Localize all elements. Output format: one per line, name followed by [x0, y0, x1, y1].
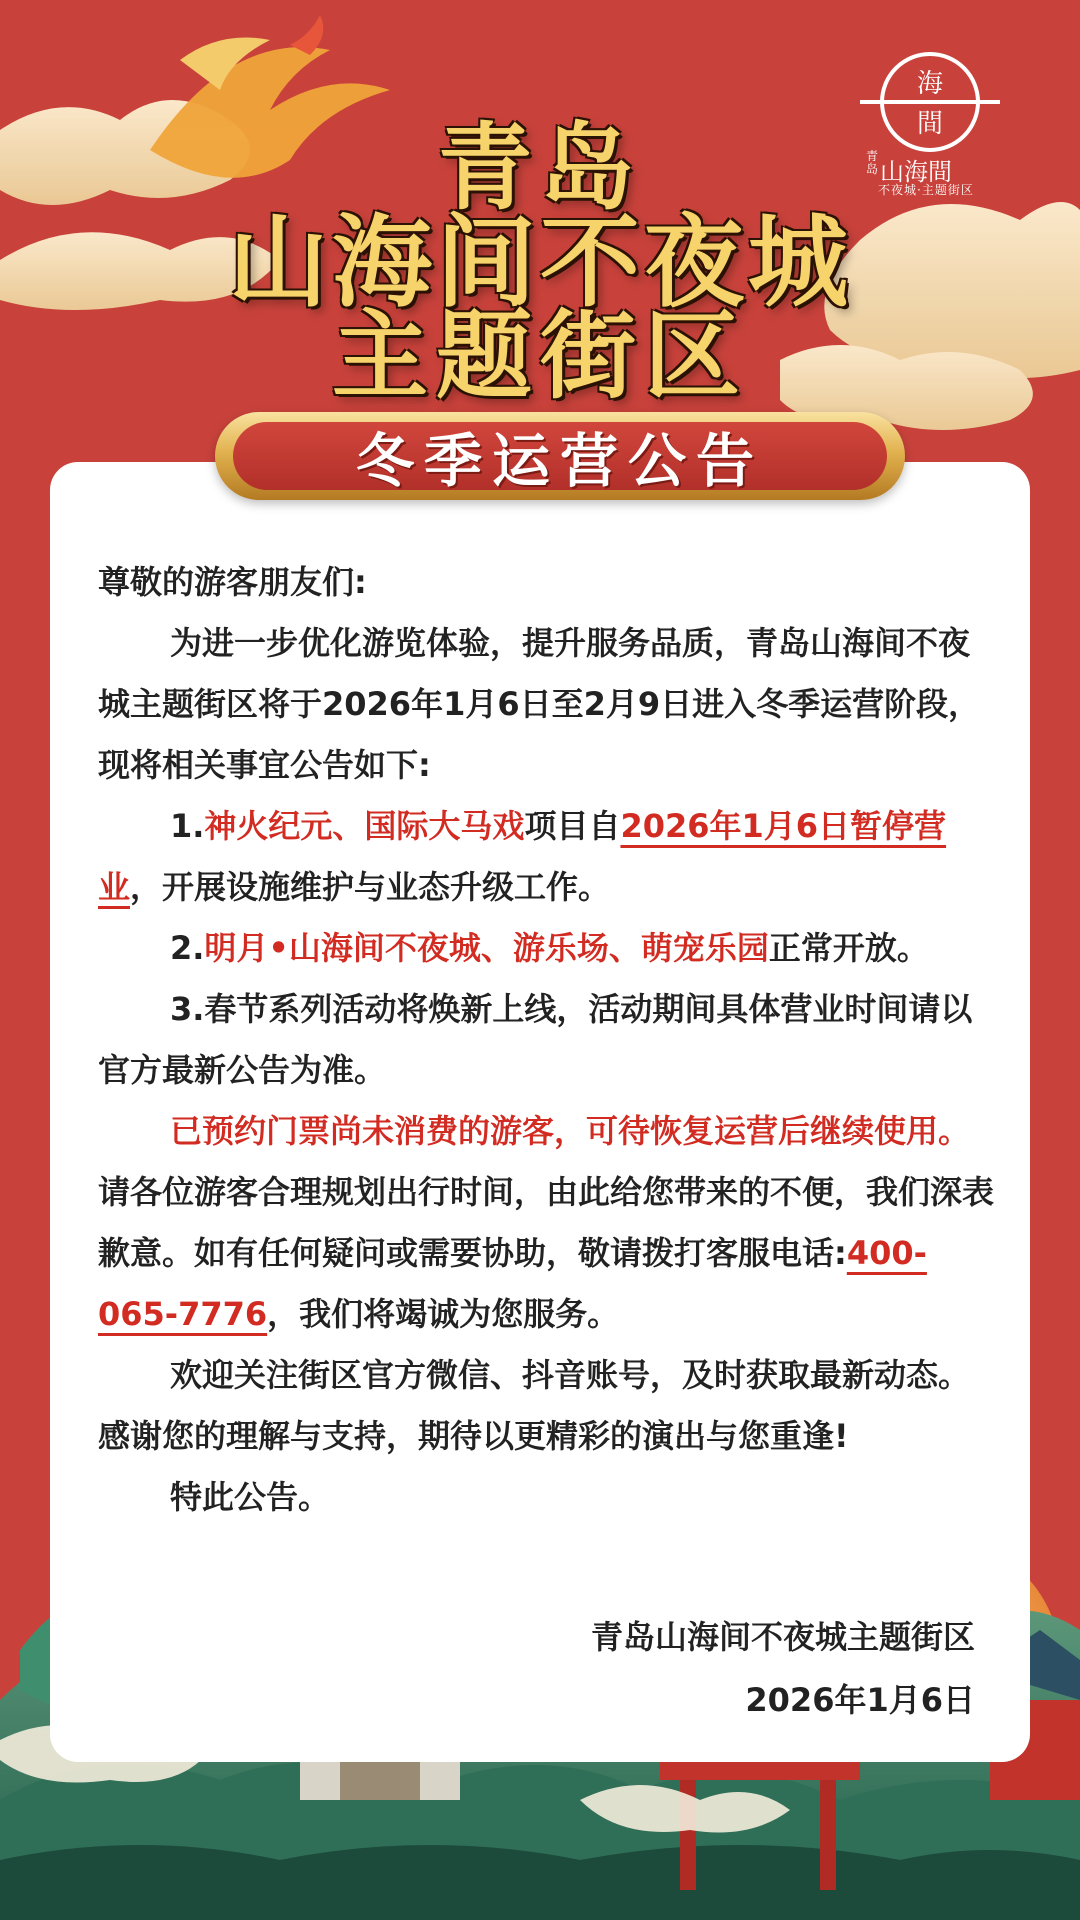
- item-3: 3.春节系列活动将焕新上线，活动期间具体营业时间请以官方最新公告为准。: [98, 990, 973, 1089]
- phone-link[interactable]: 400-065-7776: [98, 1234, 927, 1333]
- svg-text:間: 間: [916, 109, 944, 139]
- page-title-line2: 山海间不夜城: [228, 204, 852, 321]
- logo-side-text: 青岛: [866, 149, 879, 176]
- notice-banner: [215, 412, 905, 500]
- ticket-paragraph: [98, 1101, 998, 1345]
- page-title-line3: 主题街区: [332, 300, 748, 412]
- page-title-line1: 青岛: [437, 114, 642, 223]
- item-1-projects: 神火纪元、国际大马戏: [204, 807, 525, 845]
- ticket-rest: 请各位游客合理规划出行时间，由此给您带来的不便，我们深表歉意。如有任何疑问或需要协助，敬请拨打客服电话:: [98, 1173, 995, 1272]
- item-1-mid: 项目自: [524, 807, 621, 845]
- phone-end: ，我们将竭诚为您服务。: [267, 1295, 620, 1333]
- intro-paragraph: 为进一步优化游览体验，提升服务品质，青岛山海间不夜城主题街区将于2026年1月6日至2月9日进入冬季运营阶段，现将相关事宜公告如下:: [98, 624, 981, 784]
- item-2-end: 正常开放。: [768, 929, 929, 967]
- logo-subtitle: 不夜城·主题街区: [878, 183, 974, 197]
- follow-paragraph: 欢迎关注街区官方微信、抖音账号，及时获取最新动态。感谢您的理解与支持，期待以更精彩的演出与您重逢!: [98, 1356, 971, 1455]
- svg-text:海: 海: [916, 69, 944, 99]
- item-2: [98, 918, 998, 979]
- notice-banner-label: 冬季运营公告: [355, 427, 764, 495]
- signature-date: 2026年1月6日: [745, 1681, 975, 1719]
- item-1: [98, 796, 998, 918]
- item-1-date: 2026年1月6日暂停营业: [98, 807, 947, 906]
- item-2-number: 2.: [170, 929, 205, 967]
- notice-banner-inner: [233, 422, 887, 495]
- ticket-highlight: 已预约门票尚未消费的游客，可待恢复运营后继续使用。: [170, 1112, 971, 1150]
- logo-name: 山海間: [880, 158, 952, 186]
- greeting: 尊敬的游客朋友们:: [98, 563, 367, 601]
- notice-body: [98, 552, 998, 1528]
- item-1-number: 1.: [170, 807, 205, 845]
- item-2-places: 明月•山海间不夜城、游乐场、萌宠乐园: [204, 929, 769, 967]
- closing-line: 特此公告。: [170, 1478, 331, 1516]
- signature: 青岛山海间不夜城主题街区: [590, 1618, 975, 1656]
- item-1-end: ，开展设施维护与业态升级工作。: [130, 868, 611, 906]
